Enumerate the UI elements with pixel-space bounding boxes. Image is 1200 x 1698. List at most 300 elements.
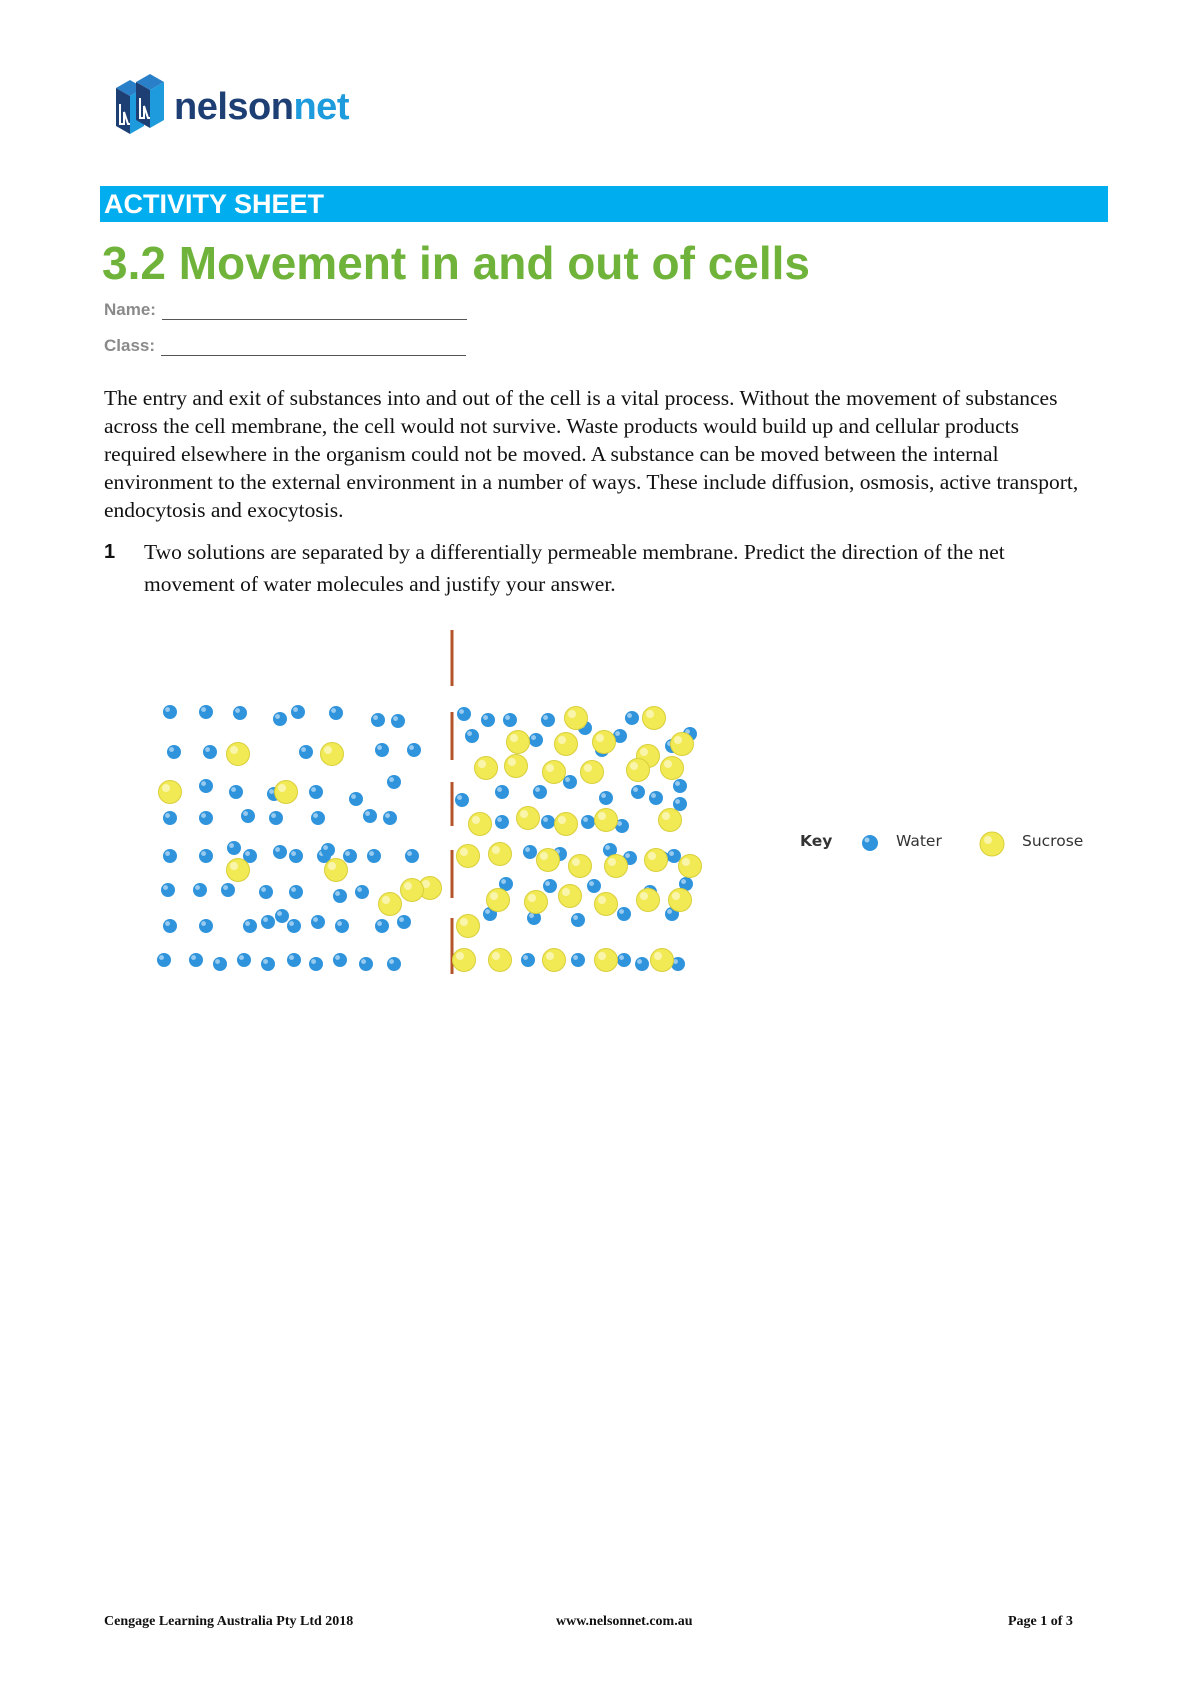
sucrose-molecule-highlight: [562, 888, 570, 896]
sucrose-molecule-highlight: [510, 734, 518, 742]
water-molecule-highlight: [169, 747, 174, 752]
water-molecule-highlight: [601, 793, 606, 798]
water-molecule-highlight: [675, 799, 680, 804]
water-molecule-highlight: [243, 811, 248, 816]
water-molecule: [587, 879, 601, 893]
water-molecule-highlight: [337, 921, 342, 926]
sucrose-molecule: [651, 949, 674, 972]
water-molecule: [163, 705, 177, 719]
water-molecule-highlight: [223, 885, 228, 890]
water-molecule-highlight: [605, 845, 610, 850]
sucrose-molecule: [227, 859, 250, 882]
water-molecule-highlight: [331, 708, 336, 713]
water-molecule: [333, 889, 347, 903]
diagram-key: [800, 830, 1100, 860]
water-molecule-highlight: [573, 915, 578, 920]
water-molecule: [163, 919, 177, 933]
water-molecule: [599, 791, 613, 805]
sucrose-molecule: [275, 781, 298, 804]
water-molecule-highlight: [545, 881, 550, 886]
water-molecule: [193, 883, 207, 897]
water-molecule-highlight: [345, 851, 350, 856]
sucrose-molecule-highlight: [162, 784, 170, 792]
water-molecule-highlight: [261, 887, 266, 892]
sucrose-molecule-highlight: [328, 862, 336, 870]
water-molecule-highlight: [523, 955, 528, 960]
sucrose-molecule-highlight: [640, 892, 648, 900]
water-molecule-highlight: [235, 708, 240, 713]
sucrose-molecule-highlight: [546, 952, 554, 960]
footer-copyright: Cengage Learning Australia Pty Ltd 2018: [104, 1614, 354, 1629]
sucrose-molecule-highlight: [598, 952, 606, 960]
water-molecule-highlight: [289, 955, 294, 960]
water-molecule: [673, 779, 687, 793]
water-molecule-highlight: [369, 851, 374, 856]
sucrose-molecule-highlight: [558, 816, 566, 824]
water-molecule-highlight: [543, 715, 548, 720]
nelsonnet-logo: [108, 74, 349, 140]
water-molecule: [625, 711, 639, 725]
water-molecule: [157, 953, 171, 967]
sucrose-molecule: [595, 809, 618, 832]
water-molecule-highlight: [637, 959, 642, 964]
water-molecule: [241, 809, 255, 823]
water-molecule: [291, 705, 305, 719]
sucrose-molecule-highlight: [520, 810, 528, 818]
water-molecule-highlight: [669, 851, 674, 856]
water-molecule-highlight: [163, 885, 168, 890]
water-molecule-highlight: [583, 817, 588, 822]
water-molecule-highlight: [535, 787, 540, 792]
sucrose-molecule: [661, 757, 684, 780]
water-molecule-highlight: [275, 847, 280, 852]
sucrose-molecule: [489, 843, 512, 866]
water-molecule-highlight: [565, 777, 570, 782]
water-molecule-highlight: [165, 851, 170, 856]
sucrose-molecule-highlight: [640, 748, 648, 756]
sucrose-molecule-highlight: [558, 736, 566, 744]
water-molecule-highlight: [205, 747, 210, 752]
water-molecule: [383, 811, 397, 825]
water-molecule: [329, 706, 343, 720]
sucrose-molecule: [489, 949, 512, 972]
sucrose-molecule-highlight: [682, 858, 690, 866]
water-key-icon: [860, 833, 880, 853]
water-molecule: [571, 953, 585, 967]
water-molecule-highlight: [525, 847, 530, 852]
water-molecule: [199, 779, 213, 793]
water-molecule-highlight: [335, 955, 340, 960]
water-molecule-highlight: [201, 781, 206, 786]
sucrose-molecule: [637, 889, 660, 912]
sucrose-molecule-highlight: [568, 710, 576, 718]
name-input-line[interactable]: [162, 301, 467, 320]
water-molecule-highlight: [393, 716, 398, 721]
water-molecule: [649, 791, 663, 805]
water-molecule: [673, 797, 687, 811]
water-molecule: [199, 849, 213, 863]
water-molecule-highlight: [311, 959, 316, 964]
activity-sheet-banner: ACTIVITY SHEET: [100, 186, 1108, 222]
water-molecule: [233, 706, 247, 720]
water-molecule-highlight: [301, 747, 306, 752]
water-molecule: [243, 919, 257, 933]
sucrose-molecule-highlight: [230, 862, 238, 870]
water-molecule-highlight: [497, 787, 502, 792]
water-molecule-highlight: [229, 843, 234, 848]
sucrose-molecule-highlight: [546, 764, 554, 772]
water-molecule: [299, 745, 313, 759]
sucrose-molecule-highlight: [460, 918, 468, 926]
sucrose-molecule: [457, 845, 480, 868]
sucrose-key-icon: [978, 830, 1006, 858]
water-molecule-highlight: [263, 917, 268, 922]
water-molecule: [375, 743, 389, 757]
water-molecule-highlight: [459, 709, 464, 714]
page-title: 3.2 Movement in and out of cells: [102, 237, 811, 289]
water-molecule-highlight: [357, 887, 362, 892]
intro-paragraph: The entry and exit of substances into and out of the cell is a vital process. Without the movement of substances across the cell membrane, the cell would not survive. Waste products would build up and cellular products required elsewhere in the organism could not be moved. A substance can be moved between the internal environment to the external environment in a number of ways. These include diffusion, osmosis, active transport, endocytosis and exocytosis.: [104, 386, 1079, 522]
water-molecule-highlight: [377, 921, 382, 926]
sucrose-molecule: [581, 761, 604, 784]
water-molecule-highlight: [467, 731, 472, 736]
water-molecule: [321, 843, 335, 857]
water-molecule: [355, 885, 369, 899]
water-molecule: [405, 849, 419, 863]
water-molecule-highlight: [313, 813, 318, 818]
water-molecule-highlight: [389, 777, 394, 782]
water-molecule-highlight: [409, 745, 414, 750]
logo-wordmark: [174, 86, 349, 129]
water-molecule-highlight: [159, 955, 164, 960]
water-molecule: [521, 953, 535, 967]
water-molecule-highlight: [263, 959, 268, 964]
water-molecule: [229, 785, 243, 799]
sucrose-molecule-highlight: [596, 734, 604, 742]
sucrose-molecule: [379, 893, 402, 916]
water-molecule-highlight: [245, 851, 250, 856]
sucrose-molecule: [453, 949, 476, 972]
water-molecule-highlight: [201, 851, 206, 856]
water-molecule: [289, 885, 303, 899]
water-molecule-highlight: [667, 909, 672, 914]
water-molecule-highlight: [615, 731, 620, 736]
sucrose-molecule-highlight: [674, 736, 682, 744]
sucrose-molecule: [543, 761, 566, 784]
sucrose-molecule-highlight: [230, 746, 238, 754]
water-molecule: [371, 713, 385, 727]
water-molecule: [189, 953, 203, 967]
water-molecule: [631, 785, 645, 799]
water-molecule-highlight: [589, 881, 594, 886]
water-molecule: [273, 845, 287, 859]
water-molecule-highlight: [627, 713, 632, 718]
sucrose-molecule-highlight: [460, 848, 468, 856]
sucrose-molecule: [457, 915, 480, 938]
sucrose-molecule: [325, 859, 348, 882]
water-molecule-highlight: [165, 707, 170, 712]
sucrose-molecule: [507, 731, 530, 754]
water-molecule-highlight: [313, 917, 318, 922]
sucrose-molecule: [659, 809, 682, 832]
water-molecule: [635, 957, 649, 971]
water-molecule: [523, 845, 537, 859]
water-molecule: [571, 913, 585, 927]
sucrose-molecule-highlight: [630, 762, 638, 770]
water-molecule-highlight: [201, 707, 206, 712]
class-field: [104, 336, 466, 356]
sucrose-molecule: [487, 889, 510, 912]
water-molecule-highlight: [619, 909, 624, 914]
water-molecule-highlight: [335, 891, 340, 896]
sucrose-molecule-highlight: [492, 952, 500, 960]
sucrose-molecule: [645, 849, 668, 872]
sucrose-molecule-highlight: [608, 858, 616, 866]
water-molecule: [163, 811, 177, 825]
sucrose-molecule-highlight: [672, 892, 680, 900]
sucrose-molecule-highlight: [528, 894, 536, 902]
sucrose-molecule: [595, 893, 618, 916]
sucrose-molecule: [555, 813, 578, 836]
sucrose-molecule: [525, 891, 548, 914]
water-molecule: [287, 953, 301, 967]
water-molecule: [227, 841, 241, 855]
water-molecule: [163, 849, 177, 863]
water-molecule-highlight: [361, 959, 366, 964]
footer-page-number: Page 1 of 3: [1008, 1614, 1073, 1629]
water-molecule-highlight: [497, 817, 502, 822]
sucrose-molecule-highlight: [540, 852, 548, 860]
water-molecule-highlight: [269, 789, 274, 794]
water-molecule-highlight: [573, 955, 578, 960]
water-molecule: [309, 785, 323, 799]
sucrose-molecule-highlight: [324, 746, 332, 754]
sucrose-molecule-highlight: [404, 882, 412, 890]
water-molecule-highlight: [681, 879, 686, 884]
water-molecule: [167, 745, 181, 759]
question-1: [104, 536, 1094, 600]
sucrose-molecule: [627, 759, 650, 782]
water-molecule-highlight: [289, 921, 294, 926]
water-molecule-highlight: [373, 715, 378, 720]
water-molecule: [391, 714, 405, 728]
class-input-line[interactable]: [161, 337, 466, 356]
sucrose-molecule: [537, 849, 560, 872]
sucrose-molecule: [559, 885, 582, 908]
water-molecule-highlight: [407, 851, 412, 856]
sucrose-molecule: [227, 743, 250, 766]
sucrose-molecule: [605, 855, 628, 878]
water-molecule: [581, 815, 595, 829]
water-molecule: [563, 775, 577, 789]
water-molecule-highlight: [505, 715, 510, 720]
water-molecule: [455, 793, 469, 807]
water-molecule-highlight: [165, 813, 170, 818]
question-number: 1: [104, 541, 116, 563]
name-label: Name:: [104, 300, 156, 319]
water-molecule: [309, 957, 323, 971]
footer-website: www.nelsonnet.com.au: [556, 1614, 693, 1629]
water-molecule-highlight: [201, 921, 206, 926]
water-molecule-highlight: [529, 913, 534, 918]
water-molecule-highlight: [201, 813, 206, 818]
water-molecule: [343, 849, 357, 863]
water-molecule-highlight: [351, 794, 356, 799]
water-molecule-highlight: [651, 793, 656, 798]
water-molecule: [269, 811, 283, 825]
water-molecule: [275, 909, 289, 923]
water-molecule: [203, 745, 217, 759]
sucrose-molecule: [569, 855, 592, 878]
sucrose-molecule-highlight: [472, 816, 480, 824]
sucrose-molecule-highlight: [278, 784, 286, 792]
sucrose-molecule-highlight: [492, 846, 500, 854]
water-molecule: [311, 811, 325, 825]
water-molecule: [367, 849, 381, 863]
water-molecule-highlight: [543, 817, 548, 822]
sucrose-molecule: [401, 879, 424, 902]
sucrose-molecule: [679, 855, 702, 878]
sucrose-molecule: [643, 707, 666, 730]
water-molecule-highlight: [231, 787, 236, 792]
sucrose-molecule-highlight: [382, 896, 390, 904]
water-molecule: [533, 785, 547, 799]
water-molecule-highlight: [501, 879, 506, 884]
sucrose-molecule: [475, 757, 498, 780]
sucrose-molecule: [565, 707, 588, 730]
water-molecule: [387, 957, 401, 971]
logo-text-net: net: [293, 85, 349, 128]
water-molecule-highlight: [271, 813, 276, 818]
sucrose-molecule-highlight: [490, 892, 498, 900]
sucrose-molecule-highlight: [648, 852, 656, 860]
water-molecule: [503, 713, 517, 727]
water-molecule-highlight: [633, 787, 638, 792]
water-key-label: Water: [896, 832, 942, 850]
water-molecule: [541, 713, 555, 727]
water-molecule: [617, 907, 631, 921]
water-molecule: [543, 879, 557, 893]
sucrose-molecule: [555, 733, 578, 756]
water-molecule: [359, 957, 373, 971]
water-molecule-highlight: [293, 707, 298, 712]
osmosis-diagram: [150, 630, 760, 980]
sucrose-molecule-highlight: [508, 758, 516, 766]
water-molecule-highlight: [165, 921, 170, 926]
question-text: Two solutions are separated by a differentially permeable membrane. Predict the direction of the net movement of water molecules and justify your answer.: [144, 540, 1005, 596]
water-molecule-highlight: [291, 851, 296, 856]
water-molecule: [407, 743, 421, 757]
sucrose-molecule: [669, 889, 692, 912]
water-molecule: [261, 915, 275, 929]
sucrose-molecule-highlight: [662, 812, 670, 820]
water-molecule: [495, 815, 509, 829]
sucrose-molecule-highlight: [572, 858, 580, 866]
water-molecule-highlight: [291, 887, 296, 892]
water-molecule-highlight: [365, 811, 370, 816]
sucrose-molecule-highlight: [664, 760, 672, 768]
water-molecule-highlight: [215, 959, 220, 964]
water-molecule: [259, 885, 273, 899]
sucrose-molecule-highlight: [598, 812, 606, 820]
water-molecule-highlight: [619, 955, 624, 960]
sucrose-molecule: [469, 813, 492, 836]
sucrose-key-label: Sucrose: [1022, 832, 1084, 850]
sucrose-molecule: [159, 781, 182, 804]
water-molecule: [457, 707, 471, 721]
water-molecule: [617, 953, 631, 967]
water-molecule-highlight: [239, 955, 244, 960]
water-molecule: [311, 915, 325, 929]
sucrose-molecule-highlight: [456, 952, 464, 960]
water-molecule-highlight: [389, 959, 394, 964]
logo-text-nelson: nelson: [174, 85, 294, 128]
water-molecule: [363, 809, 377, 823]
water-molecule-highlight: [311, 787, 316, 792]
water-molecule: [261, 957, 275, 971]
sucrose-molecule-highlight: [478, 760, 486, 768]
water-molecule: [335, 919, 349, 933]
sucrose-molecule: [543, 949, 566, 972]
water-molecule: [289, 849, 303, 863]
sucrose-molecule: [321, 743, 344, 766]
water-molecule: [667, 849, 681, 863]
nelsonnet-cube-icon: [108, 74, 170, 140]
key-label: Key: [800, 832, 833, 850]
water-molecule-highlight: [385, 813, 390, 818]
water-molecule-highlight: [531, 735, 536, 740]
water-molecule: [495, 785, 509, 799]
water-molecule: [481, 713, 495, 727]
sucrose-molecule: [593, 731, 616, 754]
water-molecule-highlight: [277, 911, 282, 916]
water-molecule-highlight: [191, 955, 196, 960]
sucrose-molecule: [517, 807, 540, 830]
water-molecule: [199, 705, 213, 719]
sucrose-molecule: [505, 755, 528, 778]
water-molecule-highlight: [245, 921, 250, 926]
water-molecule: [273, 712, 287, 726]
water-molecule-highlight: [195, 885, 200, 890]
water-molecule-highlight: [457, 795, 462, 800]
water-molecule-highlight: [675, 781, 680, 786]
water-molecule-highlight: [625, 853, 630, 858]
water-molecule-highlight: [485, 909, 490, 914]
sucrose-molecule: [671, 733, 694, 756]
water-molecule: [541, 815, 555, 829]
name-field: [104, 300, 467, 320]
water-molecule: [387, 775, 401, 789]
class-label: Class:: [104, 336, 156, 355]
particles: [157, 705, 702, 972]
water-molecule: [529, 733, 543, 747]
water-molecule: [333, 953, 347, 967]
water-molecule: [237, 953, 251, 967]
water-molecule: [287, 919, 301, 933]
water-molecule-highlight: [483, 715, 488, 720]
water-molecule: [397, 915, 411, 929]
sucrose-molecule-highlight: [598, 896, 606, 904]
water-molecule: [375, 919, 389, 933]
water-molecule: [349, 792, 363, 806]
sucrose-molecule-highlight: [584, 764, 592, 772]
water-molecule: [221, 883, 235, 897]
sucrose-molecule: [595, 949, 618, 972]
water-molecule-highlight: [275, 714, 280, 719]
water-molecule: [161, 883, 175, 897]
water-molecule-highlight: [323, 845, 328, 850]
water-molecule: [199, 919, 213, 933]
